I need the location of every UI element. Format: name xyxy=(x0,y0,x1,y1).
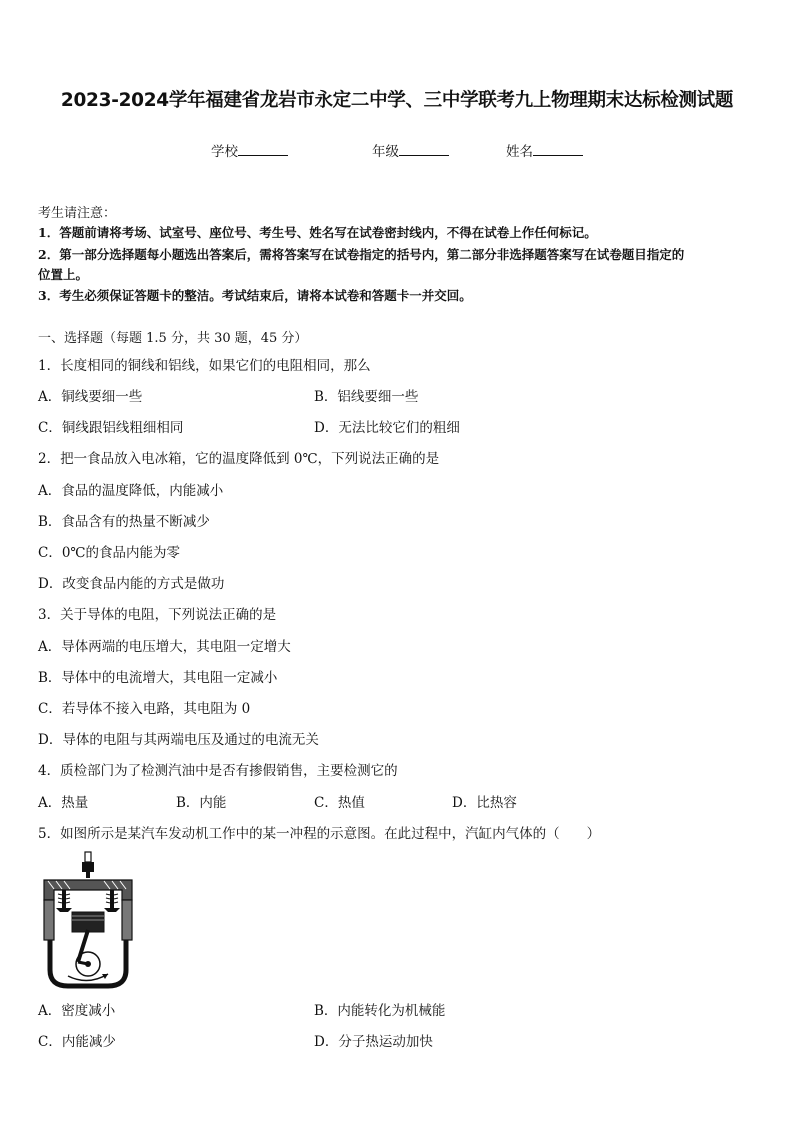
name-blank[interactable] xyxy=(533,142,583,156)
section-title: 一、选择题（每题 1.5 分，共 30 题，45 分） xyxy=(38,331,308,346)
question-5-stem: 5．如图所示是某汽车发动机工作中的某一冲程的示意图。在此过程中，汽缸内气体的（ ） xyxy=(38,826,601,842)
notice-heading: 考生请注意： xyxy=(38,206,117,221)
q4-option-d[interactable]: D．比热容 xyxy=(452,795,517,811)
q2-option-b[interactable]: B．食品含有的热量不断减少 xyxy=(38,514,210,530)
grade-field[interactable] xyxy=(372,140,449,160)
notice-item-1: 1．答题前请将考场、试室号、座位号、考生号、姓名写在试卷密封线内，不得在试卷上作任何标记。 xyxy=(38,225,597,240)
name-field[interactable] xyxy=(506,140,583,160)
q4-option-b[interactable]: B．内能 xyxy=(176,795,227,811)
notice-item-2: 2．第一部分选择题每小题选出答案后，需将答案写在试卷指定的括号内，第二部分非选择题答案写在试卷题目指定的 xyxy=(38,247,685,262)
notice-item-2-cont: 位置上。 xyxy=(38,267,89,282)
question-3-stem: 3．关于导体的电阻，下列说法正确的是 xyxy=(38,607,277,623)
q5-option-d[interactable]: D．分子热运动加快 xyxy=(314,1034,433,1050)
name-label: 姓名 xyxy=(506,144,533,160)
notice-item-3: 3．考生必须保证答题卡的整洁。考试结束后，请将本试卷和答题卡一并交回。 xyxy=(38,288,472,303)
q3-option-d[interactable]: D．导体的电阻与其两端电压及通过的电流无关 xyxy=(38,732,319,748)
q3-option-c[interactable]: C．若导体不接入电路，其电阻为 0 xyxy=(38,701,251,717)
school-field[interactable] xyxy=(211,140,288,160)
q2-option-c[interactable]: C．0℃的食品内能为零 xyxy=(38,545,181,561)
school-label: 学校 xyxy=(211,144,238,160)
q4-option-a[interactable]: A．热量 xyxy=(38,795,89,811)
q2-option-a[interactable]: A．食品的温度降低，内能减小 xyxy=(38,483,224,499)
q4-option-c[interactable]: C．热值 xyxy=(314,795,365,811)
school-blank[interactable] xyxy=(238,142,288,156)
q5-option-c[interactable]: C．内能减少 xyxy=(38,1034,116,1050)
q1-option-b[interactable]: B．铝线要细一些 xyxy=(314,389,419,405)
question-1-stem: 1．长度相同的铜线和铝线，如果它们的电阻相同，那么 xyxy=(38,358,371,374)
question-2-stem: 2．把一食品放入电冰箱，它的温度降低到 0℃，下列说法正确的是 xyxy=(38,451,440,467)
page-title: 2023-2024学年福建省龙岩市永定二中学、三中学联考九上物理期末达标检测试题 xyxy=(60,90,734,111)
q5-option-a[interactable]: A．密度减小 xyxy=(38,1003,116,1019)
q1-option-c[interactable]: C．铜线跟铝线粗细相同 xyxy=(38,420,184,436)
q2-option-d[interactable]: D．改变食品内能的方式是做功 xyxy=(38,576,225,592)
q1-option-d[interactable]: D．无法比较它们的粗细 xyxy=(314,420,460,436)
grade-blank[interactable] xyxy=(399,142,449,156)
q5-option-b[interactable]: B．内能转化为机械能 xyxy=(314,1003,446,1019)
q1-option-a[interactable]: A．铜线要细一些 xyxy=(38,389,143,405)
engine-stroke-diagram xyxy=(38,850,138,990)
grade-label: 年级 xyxy=(372,144,399,160)
q3-option-a[interactable]: A．导体两端的电压增大，其电阻一定增大 xyxy=(38,639,291,655)
q3-option-b[interactable]: B．导体中的电流增大，其电阻一定减小 xyxy=(38,670,278,686)
question-4-stem: 4．质检部门为了检测汽油中是否有掺假销售，主要检测它的 xyxy=(38,763,398,779)
